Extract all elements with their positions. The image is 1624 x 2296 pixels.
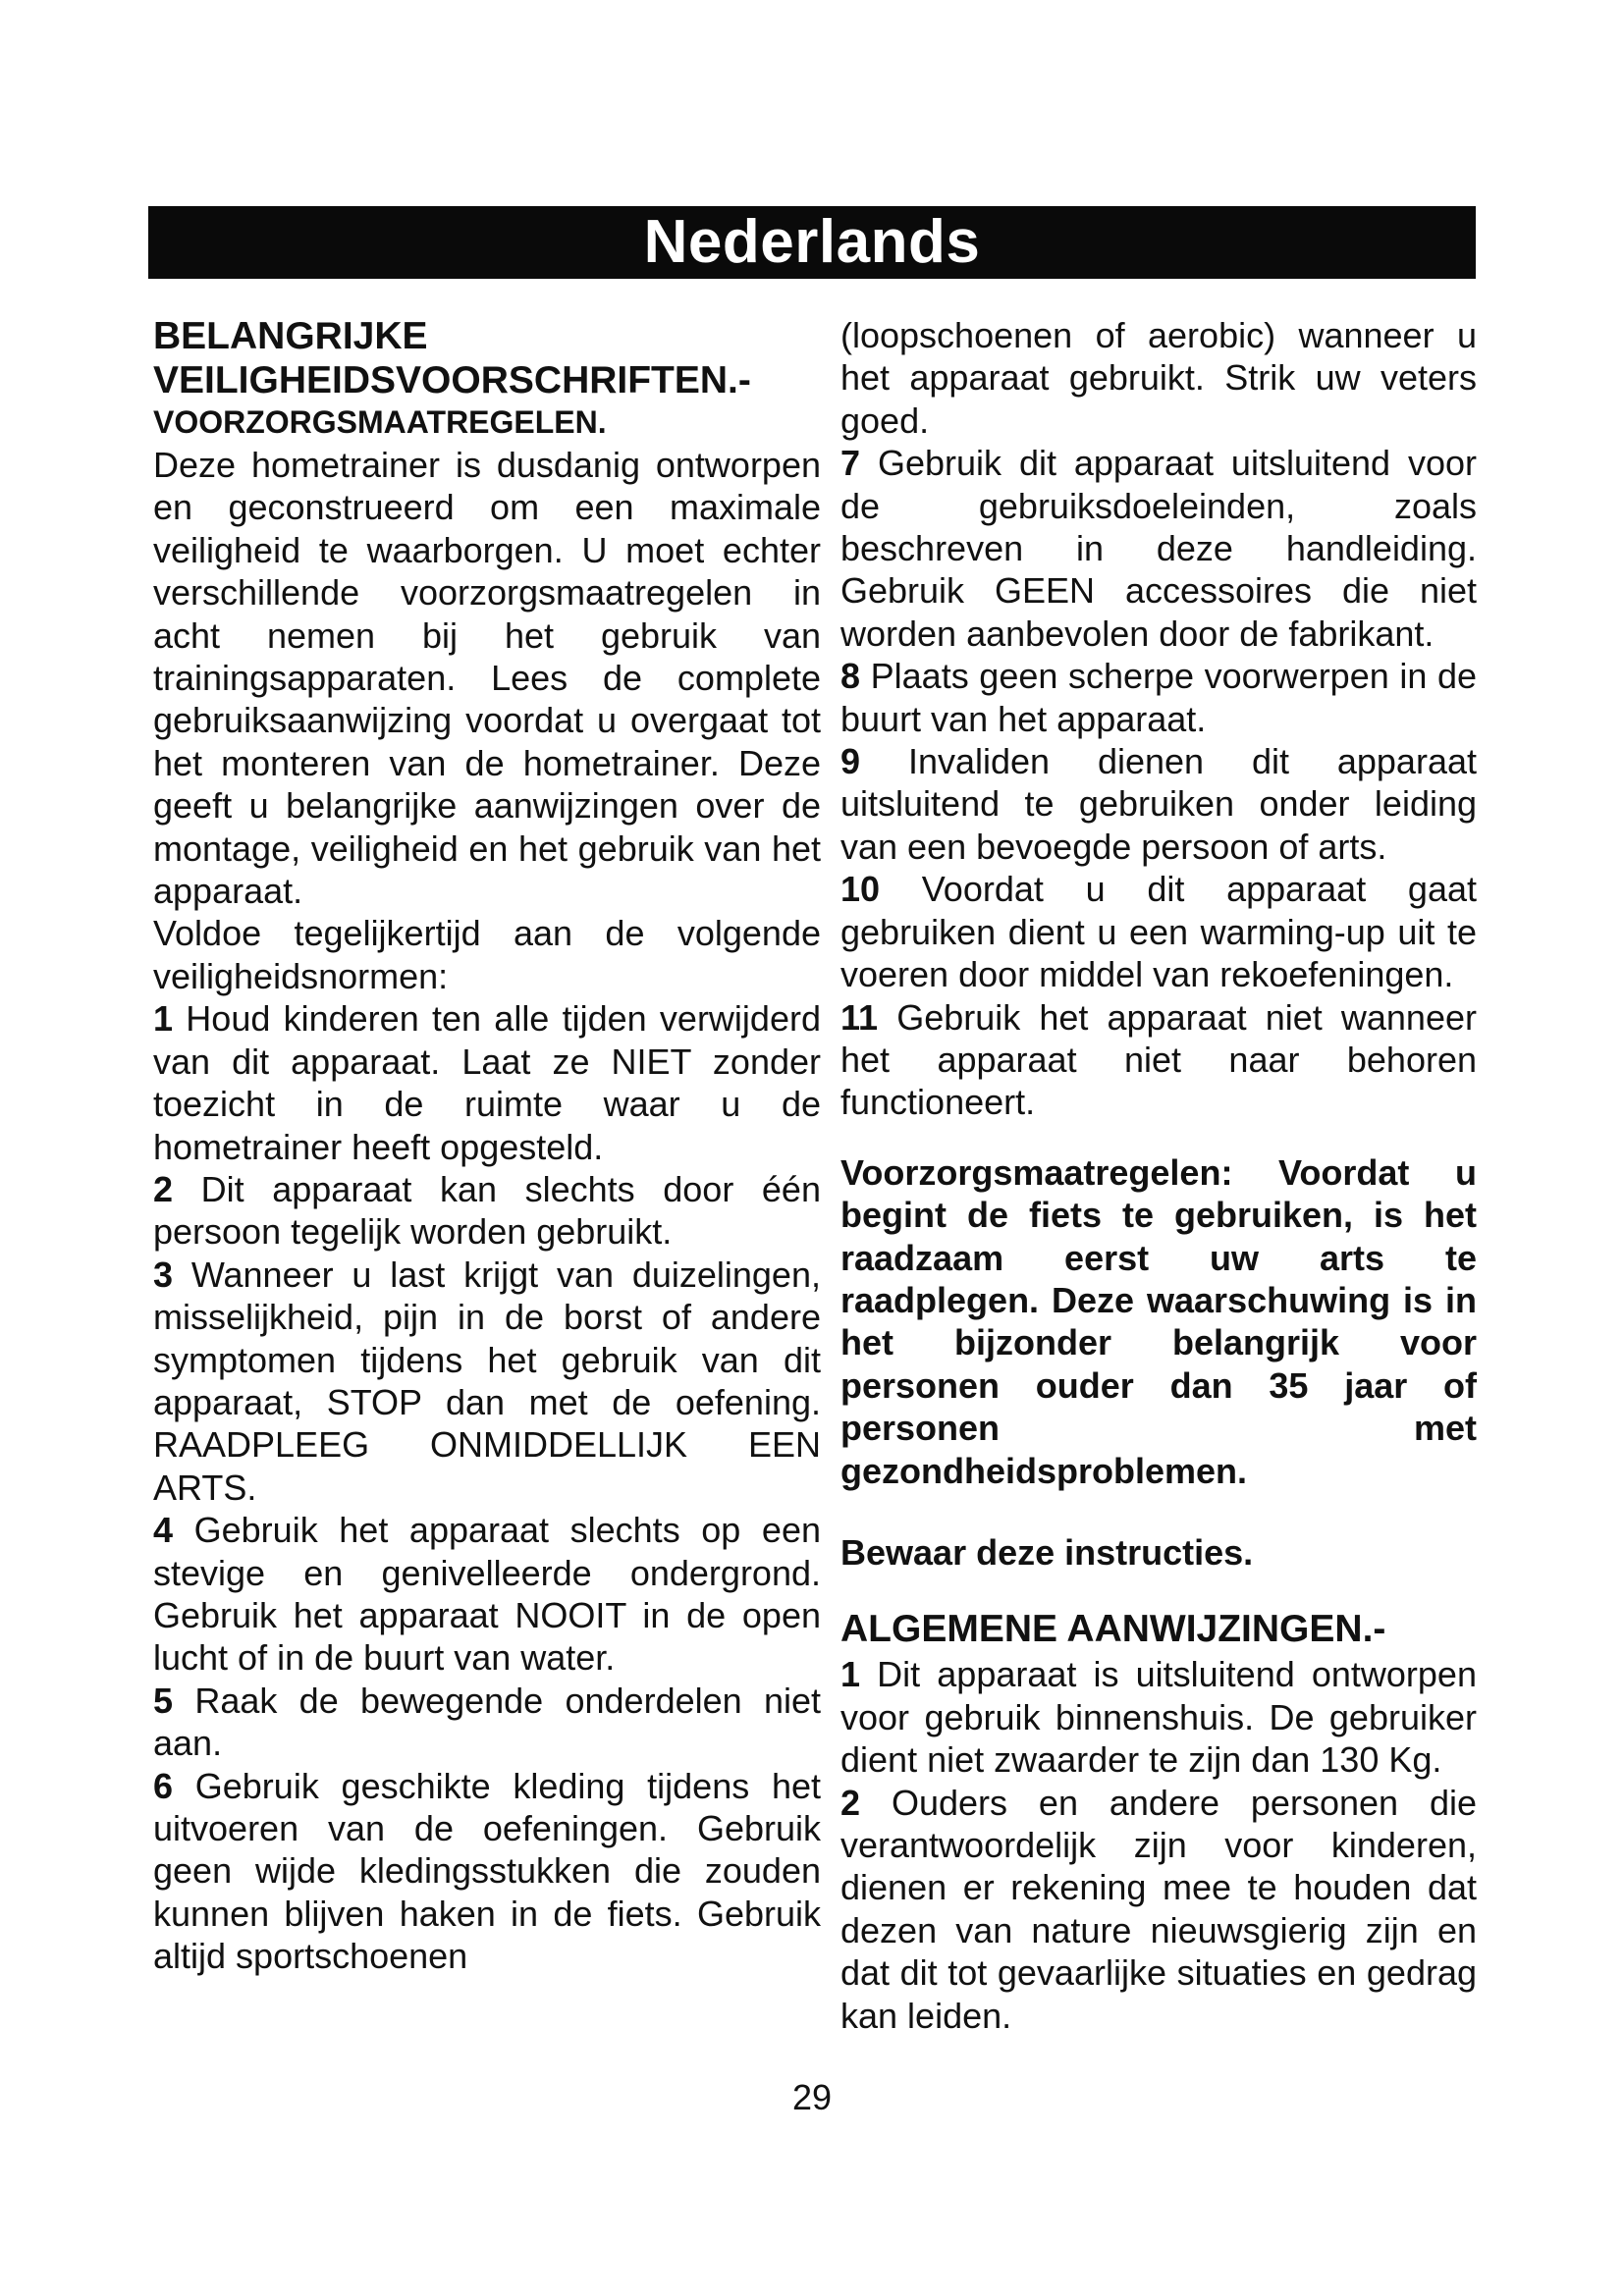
section-subtitle-precautions: VOORZORGSMAATREGELEN. bbox=[153, 404, 607, 440]
section-title-safety: VEILIGHEIDSVOORSCHRIFTEN.- bbox=[153, 359, 751, 401]
item-number: 5 bbox=[153, 1680, 174, 1721]
section-title-general: ALGEMENE AANWIJZINGEN.- bbox=[840, 1608, 1386, 1651]
safety-item-7 bbox=[840, 442, 1477, 655]
safety-item-1 bbox=[153, 997, 821, 1168]
safety-item-6 bbox=[153, 1765, 821, 1978]
right-column bbox=[840, 314, 1477, 2037]
safety-item-2 bbox=[153, 1168, 821, 1254]
safety-item-10 bbox=[840, 868, 1477, 995]
safety-item-9 bbox=[840, 740, 1477, 868]
item-text: Gebruik geschikte kleding tijdens het uitvoeren van de oefeningen. Gebruik geen wijde kledingsstukken die zouden kunnen blijven haken in de fiets. Gebruik altijd sportschoenen bbox=[153, 1765, 821, 1977]
safety-item-11 bbox=[840, 996, 1477, 1124]
item-number: 6 bbox=[153, 1765, 174, 1806]
precaution-warning: Voorzorgsmaatregelen: Voordat u begint de fiets te gebruiken, is het raadzaam eerst uw arts te raadplegen. Deze waarschuwing is in het bijzonder belangrijk voor personen ouder dan 35 jaar of personen met gezondheidsproblemen. bbox=[840, 1151, 1477, 1491]
left-column bbox=[153, 314, 821, 1978]
item-text: Raak de bewegende onderdelen niet aan. bbox=[153, 1680, 821, 1764]
item-text: Plaats geen scherpe voorwerpen in de buurt van het apparaat. bbox=[840, 656, 1477, 739]
item-number: 3 bbox=[153, 1254, 174, 1295]
item-text: Dit apparaat is uitsluitend ontworpen voor gebruik binnenshuis. De gebruiker dient niet zwaarder te zijn dan 130 Kg. bbox=[840, 1654, 1477, 1781]
item-number: 1 bbox=[153, 998, 174, 1040]
item-number: 2 bbox=[840, 1782, 861, 1823]
item-number: 2 bbox=[153, 1168, 174, 1209]
item-number: 9 bbox=[840, 741, 861, 782]
item-6-continuation: (loopschoenen of aerobic) wanneer u het apparaat gebruikt. Strik uw veters goed. bbox=[840, 315, 1477, 441]
item-number: 11 bbox=[840, 996, 879, 1038]
page-number: 29 bbox=[791, 2077, 833, 2117]
safety-item-5 bbox=[153, 1680, 821, 1765]
item-text: Gebruik het apparaat niet wanneer het apparaat niet naar behoren functioneert. bbox=[840, 996, 1477, 1123]
general-item-1 bbox=[840, 1653, 1477, 1781]
item-text: Dit apparaat kan slechts door één persoon tegelijk worden gebruikt. bbox=[153, 1168, 821, 1253]
general-item-2 bbox=[840, 1782, 1477, 2037]
item-number: 1 bbox=[840, 1654, 861, 1695]
item-text: Houd kinderen ten alle tijden verwijderd van dit apparaat. Laat ze NIET zonder toezicht in de ruimte waar u de hometrainer heeft opgesteld. bbox=[153, 998, 821, 1167]
section-title-important: BELANGRIJKE bbox=[153, 315, 428, 357]
language-banner: Nederlands bbox=[148, 206, 1476, 279]
item-number: 10 bbox=[840, 869, 881, 910]
item-text: Wanneer u last krijgt van duizelingen, misselijkheid, pijn in de borst of andere symptomen tijdens het gebruik van dit apparaat, STOP dan met de oefening. RAADPLEEG ONMIDDELLIJK EEN ARTS. bbox=[153, 1254, 821, 1508]
safety-item-8 bbox=[840, 655, 1477, 740]
intro-norms: Voldoe tegelijkertijd aan de volgende veiligheidsnormen: bbox=[153, 913, 821, 996]
item-number: 4 bbox=[153, 1510, 174, 1551]
safety-item-4 bbox=[153, 1509, 821, 1680]
item-text: Ouders en andere personen die verantwoordelijk zijn voor kinderen, dienen er rekening mee te houden dat dezen van nature nieuwsgierig zijn en dat dit tot gevaarlijke situaties en gedrag kan leiden. bbox=[840, 1782, 1477, 2036]
item-text: Invaliden dienen dit apparaat uitsluitend te gebruiken onder leiding van een bevoegde persoon of arts. bbox=[840, 741, 1477, 867]
intro-paragraph: Deze hometrainer is dusdanig ontworpen en geconstrueerd om een maximale veiligheid te waarborgen. U moet echter verschillende voorzorgsmaatregelen in acht nemen bij het gebruik van trainingsapparaten. Lees de complete gebruiksaanwijzing voordat u overgaat tot het monteren van de hometrainer. Deze geeft u belangrijke aanwijzingen over de montage, veiligheid en het gebruik van het apparaat. bbox=[153, 445, 821, 912]
item-text: Gebruik dit apparaat uitsluitend voor de gebruiksdoeleinden, zoals beschreven in deze handleiding. Gebruik GEEN accessoires die niet worden aanbevolen door de fabrikant. bbox=[840, 443, 1477, 654]
item-number: 8 bbox=[840, 656, 861, 697]
item-text: Gebruik het apparaat slechts op een stevige en genivelleerde ondergrond. Gebruik het apparaat NOOIT in de open lucht of in de buurt van water. bbox=[153, 1510, 821, 1679]
item-number: 7 bbox=[840, 443, 861, 484]
keep-instructions-note: Bewaar deze instructies. bbox=[840, 1531, 1254, 1573]
item-text: Voordat u dit apparaat gaat gebruiken dient u een warming-up uit te voeren door middel van rekoefeningen. bbox=[840, 869, 1477, 995]
safety-item-3 bbox=[153, 1254, 821, 1509]
